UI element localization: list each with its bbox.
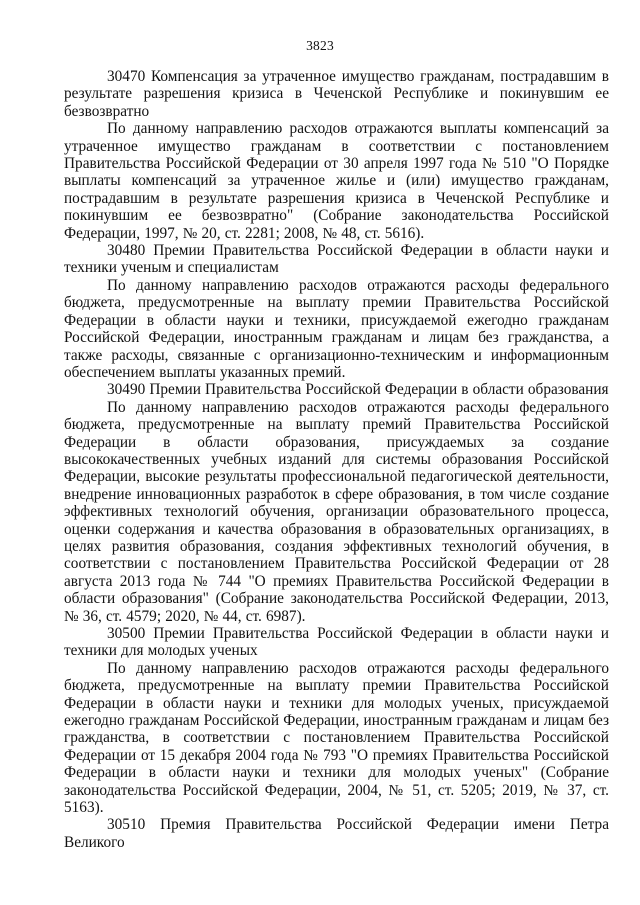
heading-30500: 30500 Премии Правительства Российской Федерации в области науки и техники для молодых ученых — [64, 625, 609, 660]
page-number: 3823 — [306, 38, 334, 53]
heading-30510: 30510 Премия Правительства Российской Федерации имени Петра Великого — [64, 816, 609, 851]
heading-30470: 30470 Компенсация за утраченное имущество гражданам, пострадавшим в результате разрешения кризиса в Чеченской Республике и покинувшим ее безвозвратно — [64, 68, 609, 120]
paragraph-30470-description: По данному направлению расходов отражаются выплаты компенсаций за утраченное имущество гражданам в соответствии с постановлением Правительства Российской Федерации от 30 апреля 1997 года № 510 "О Порядке выплаты компенсаций за утраченное жилье и (или) имущество гражданам, пострадавшим в результате разрешения кризиса в Чеченской Республике и покинувшим ее безвозвратно" (Собрание законодательства Российской Федерации, 1997, № 20, ст. 2281; 2008, № 48, ст. 5616). — [64, 120, 609, 242]
paragraph-30490-description: По данному направлению расходов отражаются расходы федерального бюджета, предусмотренные на выплату премий Правительства Российской Федерации в области образования, присуждаемых за создание высококачественных учебных изданий для системы образования Российской Федерации, высокие результаты профессиональной педагогической деятельности, внедрение инновационных разработок в сфере образования, в том числе создание эффективных технологий обучения, организации образовательного процесса, оценки содержания и качества образования в образовательных организациях, в целях развития образования, создания эффективных технологий обучения, в соответствии с постановлением Правительства Российской Федерации от 28 августа 2013 года № 744 "О премиях Правительства Российской Федерации в области образования" (Собрание законодательства Российской Федерации, 2013, № 36, ст. 4579; 2020, № 44, ст. 6987). — [64, 398, 609, 625]
paragraph-30480-description: По данному направлению расходов отражаются расходы федерального бюджета, предусмотренные на выплату премии Правительства Российской Федерации в области науки и техники, присуждаемой ежегодно гражданам Российской Федерации, иностранным гражданам и лицам без гражданства, а также расходы, связанные с организационно-техническим и информационным обеспечением выплаты указанных премий. — [64, 276, 609, 381]
heading-30490: 30490 Премии Правительства Российской Федерации в области образования — [107, 381, 609, 399]
document-body — [64, 68, 609, 851]
paragraph-30500-description: По данному направлению расходов отражаются расходы федерального бюджета, предусмотренные на выплату премии Правительства Российской Федерации в области науки и техники для молодых ученых, присуждаемой ежегодно гражданам Российской Федерации, иностранным гражданам и лицам без гражданства, в соответствии с постановлением Правительства Российской Федерации от 15 декабря 2004 года № 793 "О премиях Правительства Российской Федерации в области науки и техники для молодых ученых" (Собрание законодательства Российской Федерации, 2004, № 51, ст. 5205; 2019, № 37, ст. 5163). — [64, 659, 609, 817]
heading-30480: 30480 Премии Правительства Российской Федерации в области науки и техники ученым и специалистам — [64, 242, 609, 277]
